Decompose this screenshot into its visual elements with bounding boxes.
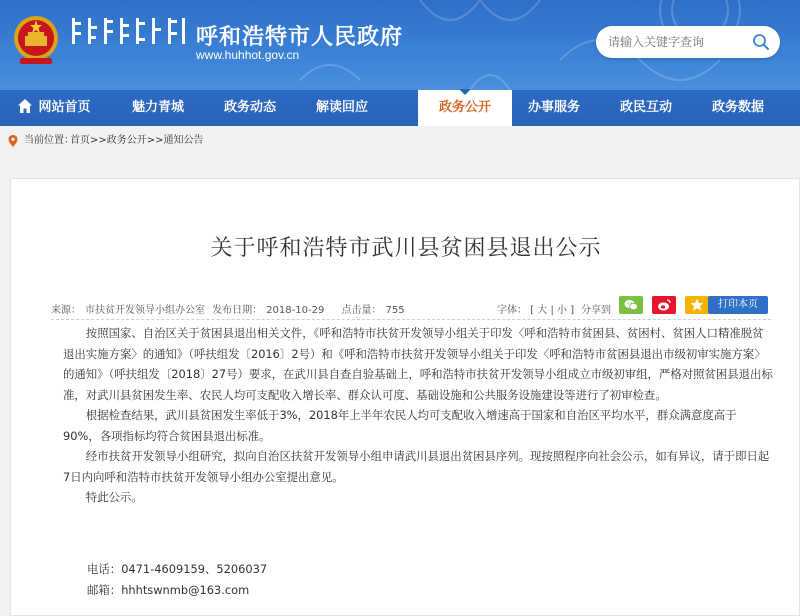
font-small-link[interactable]: 小 — [557, 305, 568, 316]
article-body — [63, 319, 773, 508]
breadcrumb-sep: >> — [146, 135, 164, 146]
email-value[interactable]: hhhtswnmb@163.com — [121, 583, 250, 597]
article-meta — [51, 301, 409, 316]
article-card — [10, 178, 800, 616]
phone-label: 电话： — [87, 562, 122, 576]
national-emblem-icon — [12, 14, 60, 68]
article-paragraph: 经市扶贫开发领导小组研究，拟向自治区扶贫开发领导小组申请武川县退出贫困县序列。现按照程序向社会公示，如有异议，请于即日起7日内向呼和浩特市扶贫开发领导小组办公室提出意见。 — [63, 449, 770, 484]
nav-label: 网站首页 — [38, 100, 91, 115]
search-input[interactable] — [608, 32, 748, 52]
weibo-icon — [656, 297, 672, 313]
breadcrumb-label: 当前位置： — [24, 135, 74, 146]
font-large-link[interactable]: 大 — [537, 305, 548, 316]
nav-item-gov-open[interactable] — [418, 90, 512, 126]
star-icon — [689, 297, 705, 313]
views-value: 755 — [385, 305, 405, 316]
date-value: 2018-10-29 — [266, 305, 325, 316]
search-icon[interactable] — [752, 33, 770, 51]
email-line — [87, 580, 267, 601]
bracket-close: ] — [570, 305, 575, 316]
wechat-icon — [623, 297, 639, 313]
home-icon — [17, 98, 33, 114]
site-header — [0, 0, 800, 90]
breadcrumb — [0, 126, 800, 156]
breadcrumb-section-link[interactable]: 政务公开 — [106, 135, 147, 146]
share-weibo-button[interactable] — [652, 296, 676, 314]
nav-label: 解读回应 — [315, 100, 368, 115]
share-wechat-button[interactable] — [619, 296, 643, 314]
breadcrumb-sep: >> — [90, 135, 107, 146]
nav-item-data[interactable] — [694, 90, 782, 126]
contact-info — [87, 559, 267, 601]
search-box[interactable] — [596, 26, 780, 58]
location-pin-icon — [8, 135, 18, 147]
phone-value: 0471-4609159、5206037 — [121, 562, 268, 576]
site-url: www.huhhot.gov.cn — [196, 48, 300, 62]
nav-item-services[interactable] — [510, 90, 598, 126]
font-size-tools — [497, 301, 574, 316]
phone-line — [87, 559, 267, 580]
nav-label: 政民互动 — [619, 100, 672, 115]
breadcrumb-home-link[interactable]: 首页 — [70, 135, 90, 146]
share-favorite-button[interactable] — [685, 296, 709, 314]
date-label: 发布日期： — [212, 305, 263, 316]
nav-item-home[interactable] — [10, 90, 98, 126]
font-label: 字体： — [497, 305, 527, 316]
share-label: 分享到 — [581, 305, 611, 316]
views-label: 点击量： — [341, 305, 382, 316]
nav-label: 魅力青城 — [131, 100, 184, 115]
source-label: 来源： — [51, 305, 81, 316]
nav-label: 政务数据 — [711, 100, 764, 115]
article-paragraph: 按照国家、自治区关于贫困县退出相关文件，《呼和浩特市扶贫开发领导小组关于印发〈呼和浩特市贫困县、贫困村、贫困人口精准脱贫退出实施方案〉的通知》（呼扶组发〔2016〕2号）和《呼和浩特市扶贫开发领导小组关于印发〈呼和浩特市贫困县退出市级初审实施方案〉的通知》（呼扶组发〔2018〕27号）要求，在武川县自查自验基础上，呼和浩特市扶贫开发领导小组成立市级初审组，严格对照贫困县退出标准，对武川县贫困发生率、农民人均可支配收入增长率、群众认可度、基础设施和公共服务设施建设等进行了初审检查。 — [63, 326, 773, 402]
nav-item-news[interactable] — [206, 90, 294, 126]
site-title: 呼和浩特市人民政府 — [196, 25, 404, 50]
article-paragraph: 特此公示。 — [85, 490, 143, 504]
main-nav — [0, 90, 800, 126]
print-button[interactable]: 打印本页 — [708, 296, 768, 314]
article-paragraph: 根据检查结果，武川县贫困发生率低于3%，2018年上半年农民人均可支配收入增速高于国家和自治区平均水平，群众满意度高于90%，各项指标均符合贫困县退出标准。 — [63, 408, 737, 443]
nav-label: 政务公开 — [438, 100, 491, 115]
source-value: 市扶贫开发领导小组办公室 — [85, 305, 205, 316]
nav-label: 办事服务 — [527, 100, 580, 115]
breadcrumb-links — [70, 126, 204, 156]
email-label: 邮箱： — [87, 583, 122, 597]
font-sep: | — [550, 305, 554, 316]
mongolian-script-logo — [68, 14, 190, 48]
nav-label: 政务动态 — [223, 100, 276, 115]
article-title: 关于呼和浩特市武川县贫困县退出公示 — [210, 236, 602, 261]
nav-item-interpretation[interactable] — [298, 90, 386, 126]
active-indicator — [459, 89, 471, 95]
nav-item-interaction[interactable] — [602, 90, 690, 126]
bracket-open: [ — [530, 305, 535, 316]
nav-item-charm[interactable] — [114, 90, 202, 126]
breadcrumb-current-link[interactable]: 通知公告 — [163, 135, 204, 146]
